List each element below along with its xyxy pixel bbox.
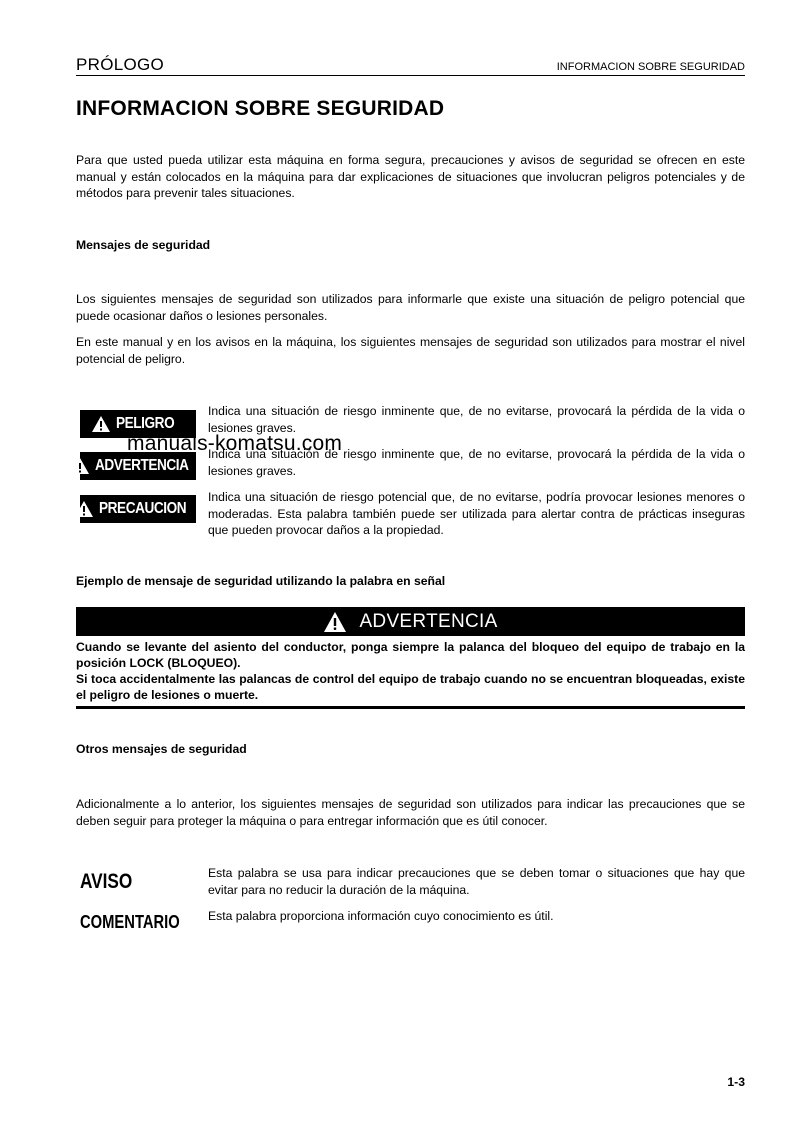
example-warning-body (76, 639, 745, 703)
peligro-label: PELIGRO (116, 415, 175, 432)
page-number: 1-3 (727, 1075, 745, 1089)
precaucion-description: Indica una situación de riesgo potencial que, de no evitarse, podría provocar lesiones menores o moderadas. Esta palabra también puede ser utilizada para alertar contra de prácticas inseguras que pueden provocar daños a la propiedad. (208, 490, 745, 537)
aviso-label: AVISO (80, 870, 133, 893)
example-banner-label: ADVERTENCIA (359, 610, 498, 632)
advertencia-badge (80, 452, 196, 480)
precaucion-badge (80, 495, 196, 523)
example-warning-banner (76, 607, 745, 636)
example-line-2: Si toca accidentalmente las palancas de control del equipo de trabajo cuando no se encuentran bloqueadas, existe el peligro de lesiones o muerte. (76, 672, 745, 702)
comentario-label: COMENTARIO (80, 912, 180, 932)
advertencia-label: ADVERTENCIA (95, 457, 190, 474)
header-chapter: INFORMACION SOBRE SEGURIDAD (556, 61, 745, 73)
safety-messages-para1: Los siguientes mensajes de seguridad son utilizados para informarle que existe una situación de peligro potencial que puede ocasionar daños o lesiones personales. (76, 292, 745, 323)
intro-paragraph: Para que usted pueda utilizar esta máquina en forma segura, precauciones y avisos de seguridad se ofrecen en este manual y están colocados en la máquina para dar explicaciones de situaciones que involucran peligros potenciales y de métodos para prevenir tales situaciones. (76, 153, 745, 200)
comentario-description: Esta palabra proporciona información cuyo conocimiento es útil. (208, 909, 554, 923)
aviso-description: Esta palabra se usa para indicar precauciones que se deben tomar o situaciones que hay que evitar para no reducir la duración de la máquina. (208, 866, 745, 897)
header-section: PRÓLOGO (76, 55, 165, 74)
safety-messages-para2: En este manual y en los avisos en la máquina, los siguientes mensajes de seguridad son utilizados para mostrar el nivel potencial de peligro. (76, 335, 745, 366)
peligro-description: Indica una situación de riesgo inminente que, de no evitarse, provocará la pérdida de la vida o lesiones graves. (208, 404, 745, 435)
example-bottom-rule (76, 706, 745, 709)
page-title: INFORMACION SOBRE SEGURIDAD (76, 97, 445, 120)
example-line-1: Cuando se levante del asiento del conductor, ponga siempre la palanca del bloqueo del equipo de trabajo en la posición LOCK (BLOQUEO). (76, 640, 745, 670)
warning-triangle-icon (74, 500, 94, 518)
precaucion-label: PRECAUCION (99, 500, 187, 517)
advertencia-description: Indica una situación de riesgo inminente que, de no evitarse, provocará la pérdida de la vida o lesiones graves. (208, 447, 745, 478)
warning-triangle-icon (70, 457, 90, 475)
other-messages-heading: Otros mensajes de seguridad (76, 742, 247, 756)
example-heading: Ejemplo de mensaje de seguridad utilizando la palabra en señal (76, 574, 446, 588)
header-divider (76, 75, 745, 76)
other-messages-para: Adicionalmente a lo anterior, los siguientes mensajes de seguridad son utilizados para indicar las precauciones que se deben seguir para proteger la máquina o para entregar información que es útil conocer. (76, 797, 745, 828)
warning-triangle-icon (323, 611, 347, 633)
safety-messages-heading: Mensajes de seguridad (76, 238, 211, 252)
warning-triangle-icon (91, 415, 111, 433)
watermark-text: manuals-komatsu.com (127, 432, 343, 455)
